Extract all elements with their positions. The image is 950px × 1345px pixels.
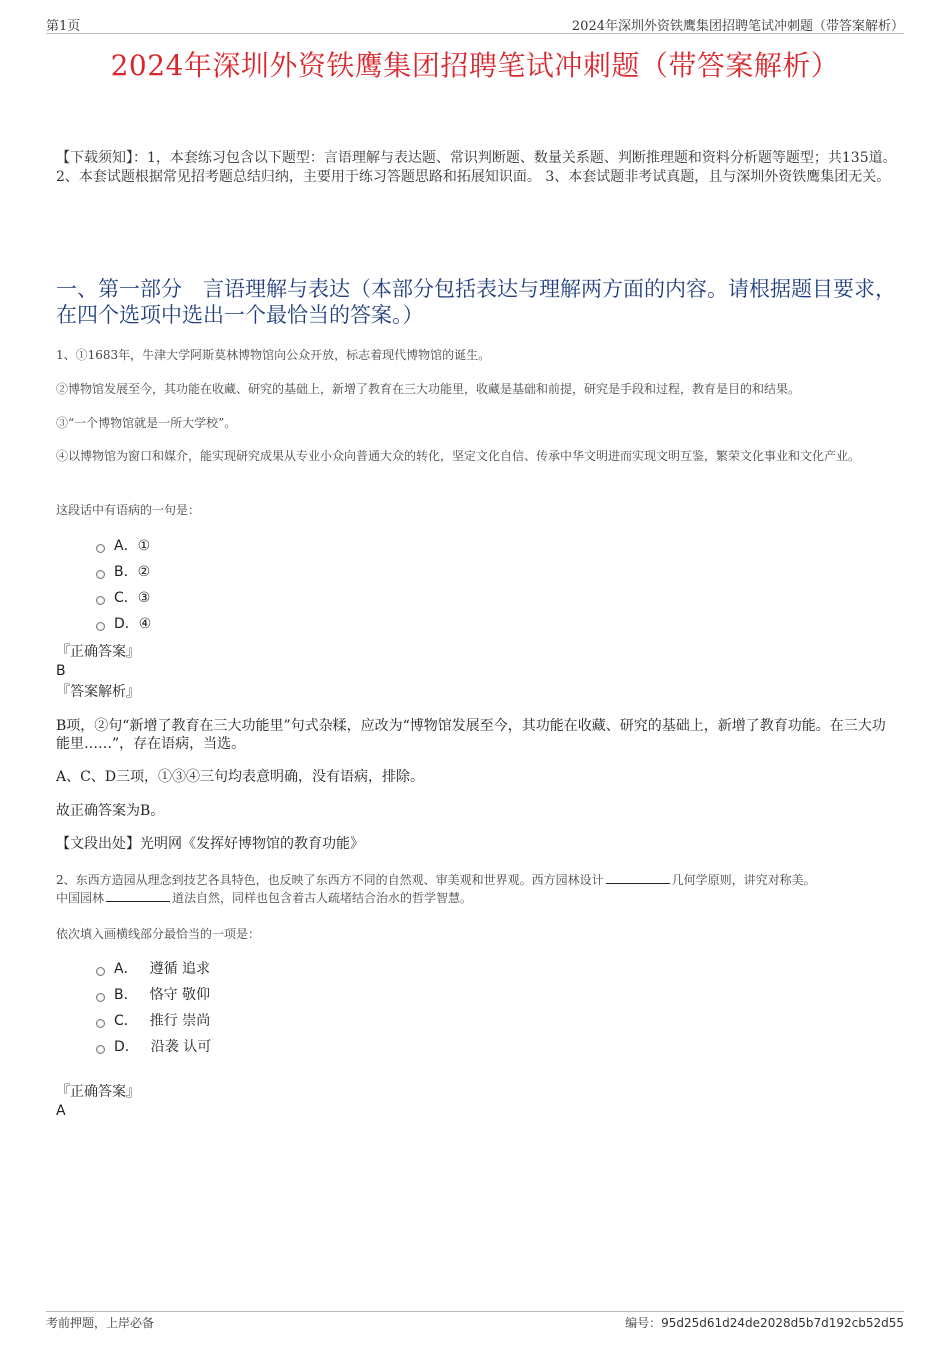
q1-option-d[interactable] [96, 614, 151, 634]
option-letter: A． [114, 961, 138, 977]
footer-code [625, 1314, 904, 1331]
option-letter: B． [114, 564, 138, 580]
q1-analysis-label: 『答案解析』 [56, 684, 140, 700]
q1-option-a[interactable] [96, 536, 150, 556]
q1-sentence-3: ③“一个博物馆就是一所大学校”。 [56, 416, 237, 430]
q2-prompt: 依次填入画横线部分最恰当的一项是： [56, 927, 261, 941]
header-doc-title: 2024年深圳外资铁鹰集团招聘笔试冲刺题（带答案解析） [571, 19, 904, 34]
q2-text-b: 几何学原则，讲究对称美。 [671, 873, 816, 887]
q2-text-a: 2、东西方造园从理念到技艺各具特色，也反映了东西方不同的自然观、审美观和世界观。西方园林设计 [56, 873, 604, 887]
q2-option-c[interactable] [96, 1011, 210, 1031]
q2-answer-label: 『正确答案』 [56, 1084, 140, 1100]
q2-text-d: 道法自然，同样也包含着古人疏堵结合治水的哲学智慧。 [172, 891, 473, 905]
q2-text [56, 871, 896, 907]
option-text: 恪守 敬仰 [149, 987, 211, 1003]
q1-analysis-3: 故正确答案为B。 [56, 803, 165, 819]
q1-option-c[interactable] [96, 588, 150, 608]
radio-icon[interactable] [96, 596, 105, 605]
radio-icon[interactable] [96, 570, 105, 579]
option-text: 沿袭 认可 [150, 1039, 212, 1055]
option-letter: C． [114, 590, 138, 606]
footer-code-label: 编号： [625, 1316, 662, 1330]
q1-option-b[interactable] [96, 562, 150, 582]
option-letter: B． [114, 987, 138, 1003]
radio-icon[interactable] [96, 544, 105, 553]
option-text: ④ [138, 616, 152, 632]
blank-line [106, 890, 170, 902]
q1-answer-label: 『正确答案』 [56, 644, 140, 660]
radio-icon[interactable] [96, 993, 105, 1002]
q2-answer: A [56, 1103, 66, 1119]
download-notice: 【下载须知】：1，本套练习包含以下题型：言语理解与表达题、常识判断题、数量关系题、判断推理题和资料分析题等题型；共135道。 2、本套试题根据常见招考题总结归纳，主要用于练习答题思路和拓展知识面。 3、本套试题非考试真题，且与深圳外资铁鹰集团无关。 [56, 150, 897, 185]
document-title: 2024年深圳外资铁鹰集团招聘笔试冲刺题（带答案解析） [110, 49, 840, 82]
footer-slogan: 考前押题，上岸必备 [46, 1316, 155, 1330]
blank-line [606, 872, 670, 884]
q2-text-c: 中国园林 [56, 891, 105, 905]
radio-icon[interactable] [96, 967, 105, 976]
header-divider [46, 33, 904, 34]
q1-sentence-1: 1、①1683年，牛津大学阿斯莫林博物馆向公众开放，标志着现代博物馆的诞生。 [56, 348, 491, 362]
radio-icon[interactable] [96, 1019, 105, 1028]
q1-source: 【文段出处】光明网《发挥好博物馆的教育功能》 [56, 836, 364, 852]
option-letter: A． [114, 538, 138, 554]
q1-sentence-4: ④以博物馆为窗口和媒介，能实现研究成果从专业小众向普通大众的转化，坚定文化自信、传承中华文明进而实现文明互鉴，繁荣文化事业和文化产业。 [56, 449, 861, 463]
page-number: 第1页 [46, 19, 81, 34]
option-text: 推行 崇尚 [149, 1013, 211, 1029]
q2-option-a[interactable] [96, 959, 210, 979]
radio-icon[interactable] [96, 622, 105, 631]
q1-prompt: 这段话中有语病的一句是： [56, 503, 201, 517]
footer-code-value: 95d25d61d24de2028d5b7d192cb52d55 [661, 1316, 904, 1330]
option-text: ① [137, 538, 151, 554]
q2-option-b[interactable] [96, 985, 210, 1005]
section-heading: 一、第一部分 言语理解与表达（本部分包括表达与理解两方面的内容。请根据题目要求，在四个选项中选出一个最恰当的答案。） [56, 277, 896, 327]
option-text: 遵循 追求 [149, 961, 211, 977]
footer-divider [46, 1311, 904, 1312]
q1-analysis-2: A、C、D三项，①③④三句均表意明确，没有语病，排除。 [56, 769, 425, 785]
option-letter: C． [114, 1013, 138, 1029]
option-letter: D． [114, 616, 139, 632]
option-letter: D． [114, 1039, 139, 1055]
q1-analysis-1: B项，②句“新增了教育在三大功能里”句式杂糅，应改为“博物馆发展至今，其功能在收藏、研究的基础上，新增了教育功能。在三大功能里……”，存在语病，当选。 [56, 718, 886, 752]
option-text: ③ [137, 590, 151, 606]
option-text: ② [137, 564, 151, 580]
q1-answer: B [56, 663, 66, 679]
q2-option-d[interactable] [96, 1037, 211, 1057]
radio-icon[interactable] [96, 1045, 105, 1054]
q1-sentence-2: ②博物馆发展至今，其功能在收藏、研究的基础上，新增了教育在三大功能里，收藏是基础和前提，研究是手段和过程，教育是目的和结果。 [56, 382, 801, 396]
